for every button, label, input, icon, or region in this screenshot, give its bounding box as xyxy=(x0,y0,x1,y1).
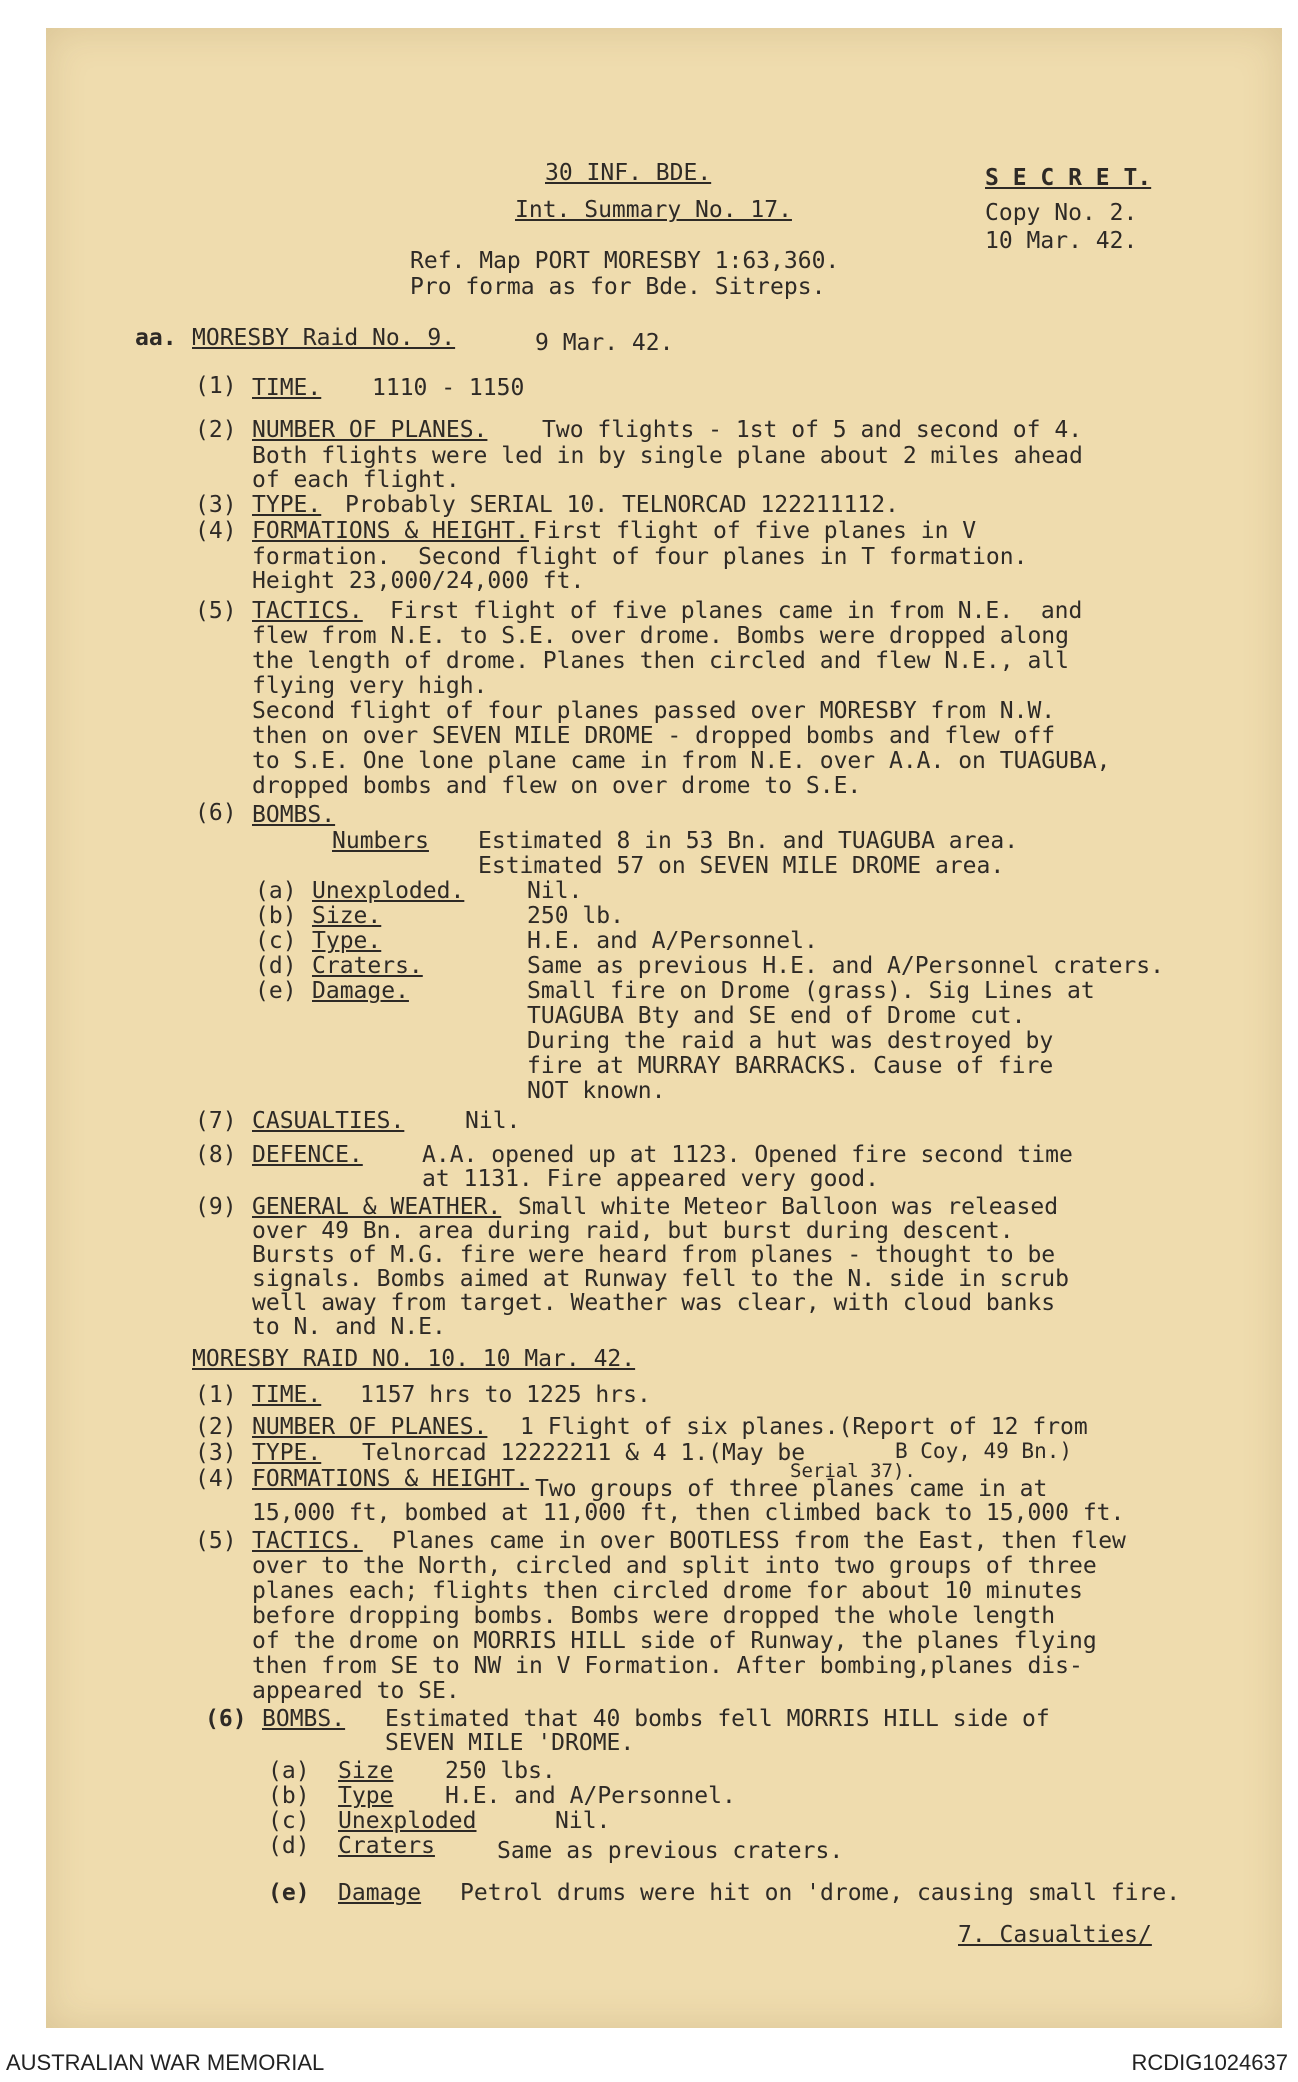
general-text: Bursts of M.G. fire were heard from planes - thought to be xyxy=(252,1242,1056,1268)
craters-label: Craters. xyxy=(312,953,423,979)
formations-text: formation. Second flight of four planes in T formation. xyxy=(252,544,1028,570)
item-number: (5) xyxy=(195,598,237,624)
time-label: TIME. xyxy=(252,1382,322,1408)
tactics-text: First flight of five planes came in from N.E. and xyxy=(390,598,1083,624)
tactics-text: Planes came in over BOOTLESS from the East, then flew xyxy=(392,1528,1126,1554)
tactics-text: Second flight of four planes passed over MORESBY from N.W. xyxy=(252,698,1056,724)
general-weather-label: GENERAL & WEATHER. xyxy=(252,1194,502,1220)
tactics-text: then from SE to NW in V Formation. After bombing,planes dis- xyxy=(252,1653,1083,1679)
damage-text: Petrol drums were hit on 'drome, causing small fire. xyxy=(460,1880,1181,1906)
damage-text: During the raid a hut was destroyed by xyxy=(527,1028,1054,1054)
general-text: to N. and N.E. xyxy=(252,1314,446,1340)
size-value: 250 lb. xyxy=(527,903,624,929)
formations-label: FORMATIONS & HEIGHT. xyxy=(252,1466,529,1492)
general-text: well away from target. Weather was clear, with cloud banks xyxy=(252,1290,1056,1316)
sub-item-number: (c) xyxy=(255,928,297,954)
sub-item-number: (e) xyxy=(268,1880,310,1906)
sub-item-number: (e) xyxy=(255,978,297,1004)
general-text: over 49 Bn. area during raid, but burst during descent. xyxy=(252,1218,1014,1244)
item-number: (2) xyxy=(195,1414,237,1440)
type-value: H.E. and A/Personnel. xyxy=(527,928,818,954)
type-label: Type. xyxy=(312,928,382,954)
tactics-text: of the drome on MORRIS HILL side of Runway, the planes flying xyxy=(252,1628,1097,1654)
unexploded-value: Nil. xyxy=(527,878,583,904)
continuation-catchword: 7. Casualties/ xyxy=(958,1922,1152,1948)
footer-record-id: RCDIG1024637 xyxy=(1131,2050,1288,2075)
classification: S E C R E T. xyxy=(985,165,1152,191)
time-value: 1157 hrs to 1225 hrs. xyxy=(360,1382,651,1408)
tactics-text: flying very high. xyxy=(252,673,488,699)
pro-forma: Pro forma as for Bde. Sitreps. xyxy=(410,274,826,300)
tactics-text: the length of drome. Planes then circled and flew N.E., all xyxy=(252,648,1069,674)
casualties-label: CASUALTIES. xyxy=(252,1108,405,1134)
sub-item-number: (b) xyxy=(255,903,297,929)
craters-value: Same as previous craters. xyxy=(497,1838,844,1864)
formations-label: FORMATIONS & HEIGHT. xyxy=(252,518,529,544)
sub-item-number: (a) xyxy=(255,878,297,904)
item-number: (6) xyxy=(205,1706,247,1732)
numbers-text: Estimated 8 in 53 Bn. and TUAGUBA area. xyxy=(478,828,1019,854)
defence-text: at 1131. Fire appeared very good. xyxy=(422,1166,879,1192)
numbers-label: Numbers xyxy=(332,828,429,854)
formations-text: Height 23,000/24,000 ft. xyxy=(252,568,585,594)
item-number: (6) xyxy=(195,800,237,826)
bombs-label: BOMBS. xyxy=(262,1706,346,1732)
planes-text: Two flights - 1st of 5 and second of 4. xyxy=(542,417,1083,443)
general-text: Small white Meteor Balloon was released xyxy=(518,1194,1059,1220)
planes-text: 1 Flight of six planes.(Report of 12 from xyxy=(520,1414,1088,1440)
tactics-text: appeared to SE. xyxy=(252,1678,460,1704)
tactics-text: over to the North, circled and split into two groups of three xyxy=(252,1553,1097,1579)
section-marker: aa. xyxy=(135,325,177,351)
damage-text: NOT known. xyxy=(527,1078,666,1104)
item-number: (4) xyxy=(195,1466,237,1492)
unexploded-label: Unexploded. xyxy=(312,878,465,904)
size-value: 250 lbs. xyxy=(445,1758,556,1784)
type-label: TYPE. xyxy=(252,492,322,518)
item-number: (1) xyxy=(195,1382,237,1408)
planes-text: Both flights were led in by single plane about 2 miles ahead xyxy=(252,443,1083,469)
damage-label: Damage xyxy=(338,1880,422,1906)
craters-value: Same as previous H.E. and A/Personnel craters. xyxy=(527,953,1164,979)
item-number: (8) xyxy=(195,1142,237,1168)
planes-note: B Coy, 49 Bn.) xyxy=(895,1439,1073,1463)
type-value: Probably SERIAL 10. TELNORCAD 122211112. xyxy=(345,492,899,518)
raid9-date: 9 Mar. 42. xyxy=(535,330,674,356)
copy-number: Copy No. 2. xyxy=(985,200,1138,226)
type-value: Telnorcad 12222211 & 4 1.(May be xyxy=(362,1440,806,1466)
unit-heading: 30 INF. BDE. xyxy=(545,160,712,186)
defence-label: DEFENCE. xyxy=(252,1142,363,1168)
size-label: Size xyxy=(338,1758,394,1784)
tactics-label: TACTICS. xyxy=(252,598,363,624)
type-note: Serial 37). xyxy=(790,1460,916,1482)
tactics-text: planes each; flights then circled drome for about 10 minutes xyxy=(252,1578,1083,1604)
bombs-label: BOMBS. xyxy=(252,802,336,828)
summary-heading: Int. Summary No. 17. xyxy=(515,197,792,223)
bombs-text: Estimated that 40 bombs fell MORRIS HILL side of xyxy=(385,1706,1050,1732)
planes-label: NUMBER OF PLANES. xyxy=(252,417,488,443)
damage-label: Damage. xyxy=(312,978,409,1004)
formations-text: Two groups of three planes came in at xyxy=(535,1476,1048,1502)
item-number: (3) xyxy=(195,492,237,518)
time-label: TIME. xyxy=(252,375,322,401)
sub-item-number: (c) xyxy=(268,1808,310,1834)
damage-text: TUAGUBA Bty and SE end of Drome cut. xyxy=(527,1003,1026,1029)
sub-item-number: (d) xyxy=(255,953,297,979)
type-label: TYPE. xyxy=(252,1440,322,1466)
defence-text: A.A. opened up at 1123. Opened fire second time xyxy=(422,1142,1073,1168)
tactics-text: before dropping bombs. Bombs were dropped the whole length xyxy=(252,1603,1056,1629)
type-value: H.E. and A/Personnel. xyxy=(445,1783,736,1809)
damage-text: fire at MURRAY BARRACKS. Cause of fire xyxy=(527,1053,1054,1079)
item-number: (5) xyxy=(195,1528,237,1554)
general-text: signals. Bombs aimed at Runway fell to the N. side in scrub xyxy=(252,1266,1069,1292)
formations-text: 15,000 ft, bombed at 11,000 ft, then climbed back to 15,000 ft. xyxy=(252,1500,1125,1526)
damage-text: Small fire on Drome (grass). Sig Lines at xyxy=(527,978,1095,1004)
time-value: 1110 - 1150 xyxy=(372,375,525,401)
raid9-title: MORESBY Raid No. 9. xyxy=(192,325,456,351)
tactics-text: flew from N.E. to S.E. over drome. Bombs were dropped along xyxy=(252,623,1069,649)
sub-item-number: (a) xyxy=(268,1758,310,1784)
document-date: 10 Mar. 42. xyxy=(985,228,1138,254)
footer-archive-name: AUSTRALIAN WAR MEMORIAL xyxy=(6,2050,325,2075)
formations-text: First flight of five planes in V xyxy=(533,518,977,544)
ref-map: Ref. Map PORT MORESBY 1:63,360. xyxy=(410,248,840,274)
unexploded-label: Unexploded xyxy=(338,1808,477,1834)
tactics-text: dropped bombs and flew on over drome to S.E. xyxy=(252,773,862,799)
item-number: (7) xyxy=(195,1108,237,1134)
planes-label: NUMBER OF PLANES. xyxy=(252,1414,488,1440)
tactics-text: then on over SEVEN MILE DROME - dropped bombs and flew off xyxy=(252,723,1056,749)
planes-text: of each flight. xyxy=(252,467,460,493)
sub-item-number: (b) xyxy=(268,1783,310,1809)
item-number: (3) xyxy=(195,1440,237,1466)
unexploded-value: Nil. xyxy=(555,1808,611,1834)
numbers-text: Estimated 57 on SEVEN MILE DROME area. xyxy=(478,853,1005,879)
item-number: (4) xyxy=(195,518,237,544)
tactics-text: to S.E. One lone plane came in from N.E. over A.A. on TUAGUBA, xyxy=(252,748,1111,774)
item-number: (9) xyxy=(195,1194,237,1220)
size-label: Size. xyxy=(312,903,382,929)
raid10-title: MORESBY RAID NO. 10. 10 Mar. 42. xyxy=(192,1346,636,1372)
casualties-value: Nil. xyxy=(465,1108,521,1134)
item-number: (2) xyxy=(195,417,237,443)
tactics-label: TACTICS. xyxy=(252,1528,363,1554)
craters-label: Craters xyxy=(338,1833,435,1859)
sub-item-number: (d) xyxy=(268,1833,310,1859)
type-label: Type xyxy=(338,1783,394,1809)
item-number: (1) xyxy=(195,373,237,399)
bombs-text: SEVEN MILE 'DROME. xyxy=(385,1730,635,1756)
